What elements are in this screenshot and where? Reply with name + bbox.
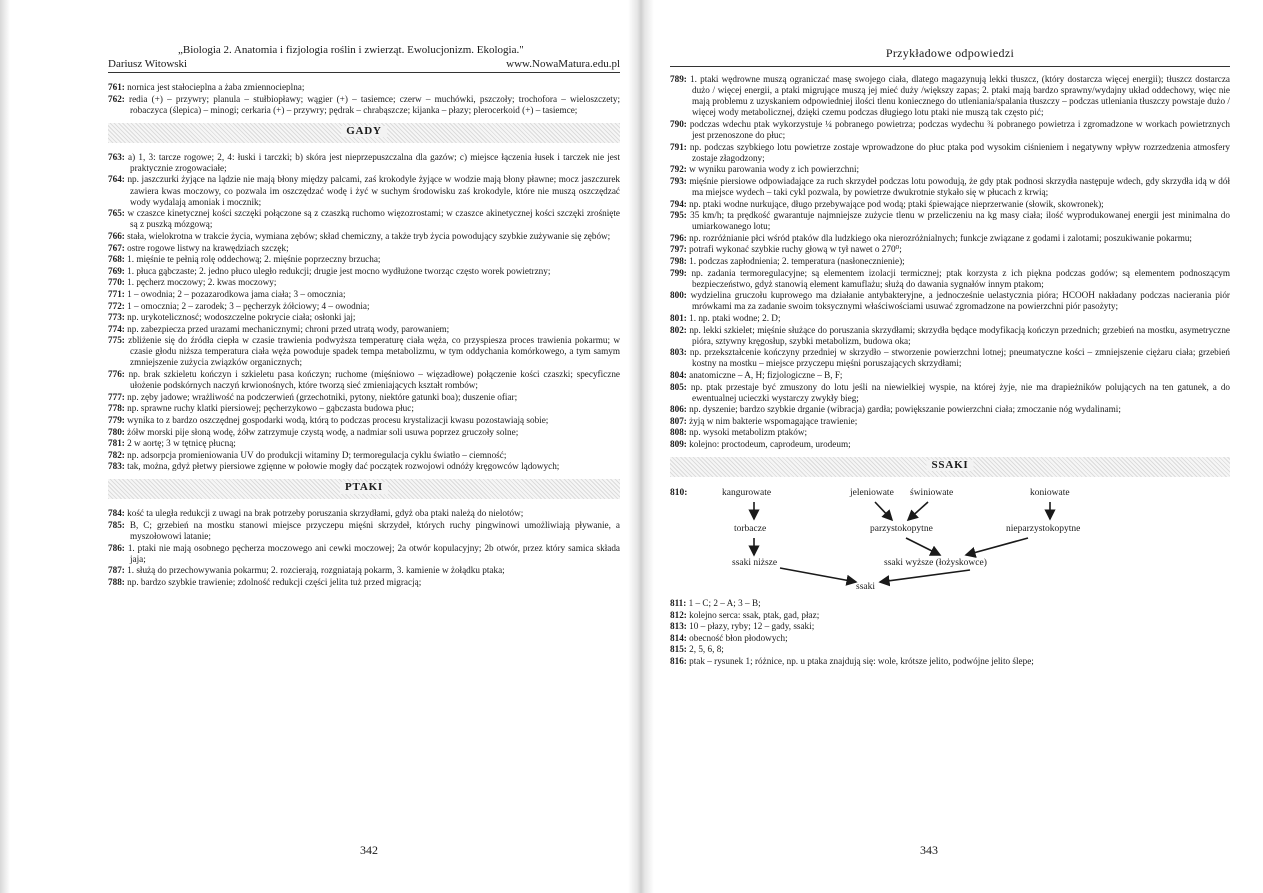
answer-number: 773:	[108, 312, 125, 323]
answer-number: 814:	[670, 632, 687, 643]
answer-number: 784:	[108, 508, 125, 519]
answer-number: 796:	[670, 232, 687, 243]
answer-entry	[108, 369, 620, 391]
book-binding-gutter	[628, 0, 654, 893]
answer-number: 774:	[108, 323, 125, 334]
answer-number: 799:	[670, 267, 687, 278]
answer-number: 810:	[670, 488, 688, 499]
section-heading-ssaki	[670, 457, 1230, 477]
answer-text: kolejno: proctodeum, caprodeum, urodeum;	[689, 439, 851, 449]
node-jeleniowate: jeleniowate	[850, 488, 894, 499]
diagram-arrows	[670, 486, 1230, 596]
answer-entry	[670, 633, 1230, 644]
answer-text: np. przekształcenie kończyny przedniej w skrzydło – stworzenie powierzchni lotnej; pneumatyczne kości – zmniejszenie ciężaru ciała; grzebień kostny na mostku – miejsce przyczepu mięśni poruszających skrzydłami;	[689, 347, 1231, 369]
answer-number: 765:	[108, 208, 125, 219]
answer-text: 2, 5, 6, 8;	[689, 644, 724, 655]
answer-number: 797:	[670, 244, 687, 255]
page-number: 343	[920, 843, 938, 857]
left-page-body	[108, 82, 620, 589]
node-kangurowate: kangurowate	[722, 488, 772, 499]
answer-text: np. urykotelicznosć; wodoszczelne pokrycie ciała; osłonki jaj;	[127, 312, 356, 323]
answer-text: żyją w nim bakterie wspomagające trawienie;	[689, 415, 858, 426]
answer-text: np. jaszczurki żyjące na lądzie nie mają błony między palcami, zaś krokodyle żyjące w wodzie mają błony pławne; mocz jaszczurek zawiera kwas moczowy, co pozwala im oszczędzać wodę i żyć w suchym środowisku zaś krokodyle, które nie muszą oszczędzać wody wydalają amoniak i mocznik;	[127, 174, 621, 207]
answer-text: stała, wielokrotna w trakcie życia, wymiana zębów; skład chemiczny, a także tryb życia powodujący szybkie zużywanie się zębów;	[127, 230, 611, 241]
answer-text: obecność błon płodowych;	[689, 632, 788, 643]
answer-entry	[108, 392, 620, 403]
answer-entry	[108, 403, 620, 414]
answer-number: 779:	[108, 414, 125, 425]
answer-number: 794:	[670, 198, 687, 209]
answer-text: np. dyszenie; bardzo szybkie drganie (wibracja) gardła; powiększanie powierzchni ciała; zmoczanie nóg wydalinami;	[689, 404, 1121, 415]
answer-number: 803:	[670, 347, 687, 358]
answer-entry	[670, 268, 1230, 290]
section-heading-gady	[108, 123, 620, 143]
answer-entry	[108, 520, 620, 542]
answer-number: 761:	[108, 82, 125, 92]
answer-number: 811:	[670, 598, 687, 609]
answer-number: 762:	[108, 93, 125, 104]
answer-text: wydzielina gruczołu kuprowego ma działanie antybakteryjne, a jednocześnie uelastycznia pióra; HCOOH nakładany podczas nacierania piór mrówkami ma za zadanie swoim toksycznymi właściwościami usuwać zgromadzone na powierzchni piór pasożyty;	[690, 290, 1230, 312]
answer-text: żółw morski pije słoną wodę, żółw zatrzymuje czystą wodę, a nadmiar soli usuwa poprzez gruczoły solne;	[127, 426, 519, 437]
answer-number: 764:	[108, 174, 125, 185]
node-torbacze: torbacze	[734, 524, 767, 535]
node-koniowate: koniowate	[1030, 488, 1070, 499]
answer-entry	[108, 450, 620, 461]
answer-entry	[670, 656, 1230, 667]
answer-text: 1. ptaki nie mają osobnego pęcherza moczowego ani cewki moczowej; 2a otwór kopulacyjny; 2b otwór, przez który samica składa jaja;	[127, 542, 621, 564]
answer-text: kość ta uległa redukcji z uwagi na brak potrzeby poruszania skrzydłami, gdyż oba ptaki należą do nielotów;	[127, 508, 524, 519]
answer-text: w wyniku parowania wody z ich powierzchni;	[689, 164, 860, 175]
answer-text: redia (+) – przywry; planula – stułbiopławy; wągier (+) – tasiemce; czerw – muchówki, pszczoły; trochofora – wieloszczety; robaczyca (ślepica) – minogi; cerkaria (+) – przywry; pędrak – chrabąszcze; kijanka – płazy; plerocerkoid (+) – tasiemce;	[129, 93, 621, 115]
answer-number: 809:	[670, 439, 687, 449]
book-title: „Biologia 2. Anatomia i fizjologia roślin i zwierząt. Ewolucjonizm. Ekologia."	[178, 44, 524, 56]
left-page-header	[108, 44, 620, 74]
answer-text: np. brak szkieletu kończyn i szkieletu pasa kończyn; ruchome (mięśniowo – więzadłowe) połączenie kości czaszki; specyficzne ułożenie podskórnych naczyń krwionośnych, które tworzą sieć zmieniających kształt rombów;	[128, 369, 620, 391]
answer-number: 801:	[670, 312, 687, 323]
answer-number: 782:	[108, 449, 125, 460]
node-ssaki: ssaki	[856, 582, 875, 593]
answer-number: 767:	[108, 242, 125, 253]
answer-text: 1. płuca gąbczaste; 2. jedno płuco uległo redukcji; drugie jest mocno wydłużone tworząc często worek powietrzny;	[127, 265, 551, 276]
answer-text: np. rozróżnianie płci wśród ptaków dla ludzkiego oka nierozróżnialnych; funkcje związane z godami i zalotami; poszukiwanie pokarmu;	[689, 232, 1192, 243]
answer-text: 35 km/h; ta prędkość gwarantuje najmniejsze zużycie tlenu w przeliczeniu na kg masy ciała; ilość wyprodukowanej energii jest minimalna do umiarkowanego lotu;	[690, 210, 1230, 232]
answer-entry	[670, 233, 1230, 244]
answer-text: podczas wdechu ptak wykorzystuje ¼ pobranego powietrza; podczas wydechu ¾ pobranego powietrza i zgromadzone w workach powietrznych jest przenoszone do płuc;	[689, 118, 1231, 140]
answer-entry	[108, 312, 620, 323]
answer-text: 1. np. ptaki wodne; 2. D;	[689, 312, 781, 323]
answer-entry	[670, 621, 1230, 632]
answer-entry	[670, 290, 1230, 312]
answer-text: kolejno serca: ssak, ptak, gad, płaz;	[689, 609, 820, 620]
answer-text: 1. mięśnie te pełnią rolę oddechową; 2. mięśnie poprzeczny brzucha;	[127, 254, 381, 265]
node-nieparzystokopytne: nieparzystokopytne	[1006, 524, 1081, 535]
answer-text: anatomiczne – A, H; fizjologiczne – B, F;	[689, 369, 843, 380]
author-name: Dariusz Witowski	[108, 58, 188, 70]
page-edge-shadow	[0, 0, 10, 893]
answer-number: 806:	[670, 404, 687, 415]
answer-text: 10 – płazy, ryby; 12 – gady, ssaki;	[689, 621, 815, 632]
answer-number: 800:	[670, 290, 687, 301]
answer-number: 792:	[670, 164, 687, 175]
answer-number: 812:	[670, 609, 687, 620]
running-title: Przykładowe odpowiedzi	[885, 46, 1015, 60]
answer-entry	[108, 438, 620, 449]
mammal-phylogeny-diagram	[670, 486, 1230, 596]
answer-number: 783:	[108, 461, 125, 472]
answer-entry	[670, 142, 1230, 164]
answers-group-top	[670, 74, 1230, 450]
answer-entry	[108, 231, 620, 242]
answer-text: 1 – owodnia; 2 – pozazarodkowa jama ciała; 3 – omocznia;	[127, 288, 346, 299]
header-rule	[670, 66, 1230, 67]
answer-text: np. sprawne ruchy klatki piersiowej; pęcherzykowo – gąbczasta budowa płuc;	[127, 403, 414, 414]
right-page-body	[670, 74, 1230, 668]
website-link: www.NowaMatura.edu.pl	[506, 58, 620, 70]
left-page	[108, 0, 620, 893]
arrow-ssaki-nizsze-ssaki	[780, 568, 856, 582]
answer-entry	[108, 152, 620, 174]
answer-entry	[108, 543, 620, 565]
section-heading-ptaki	[108, 479, 620, 499]
answers-group-bottom	[670, 598, 1230, 667]
answer-text: B, C; grzebień na mostku stanowi miejsce przyczepu mięśni skrzydeł, których ruchy pingwinowi umożliwiają pływanie, a myszołowowi latanie;	[129, 520, 620, 542]
answer-text: ptak – rysunek 1; różnice, np. u ptaka znajdują się: wole, krótsze jelito, podwójne jelito ślepe;	[689, 656, 1034, 667]
node-ssaki-nizsze: ssaki niższe	[732, 558, 778, 569]
answer-number: 768:	[108, 254, 125, 265]
answer-text: np. zadania termoregulacyjne; są elementem izolacji termicznej; ptak korzysta z ich piękna podczas godów; są elementem podnoszącym bezpieczeństwo, gdyż stanowią element kamuflażu; służą do dawania sygnałów innym ptakom;	[691, 267, 1231, 289]
answer-number: 802:	[670, 324, 687, 335]
answer-text: 1. pęcherz moczowy; 2. kwas moczowy;	[127, 277, 277, 288]
answer-entry	[108, 324, 620, 335]
answer-number: 776:	[108, 369, 125, 380]
answer-text: np. adsorpcja promieniowania UV do produkcji witaminy D; termoregulacja cyklu światło – ciemność;	[127, 449, 507, 460]
answer-number: 798:	[670, 256, 687, 266]
answer-number: 786:	[108, 542, 125, 553]
answer-entry	[670, 382, 1230, 404]
answer-entry	[670, 370, 1230, 381]
answer-number: 787:	[108, 565, 125, 576]
arrow-nieparzysto-ssaki-wyzsze	[966, 538, 1028, 555]
answer-text: 1. podczas zapłodnienia; 2. temperatura (nasłonecznienie);	[689, 256, 905, 266]
answer-number: 815:	[670, 644, 687, 655]
answer-text: np. podczas szybkiego lotu powietrze zostaje wprowadzone do płuc ptaka pod wysokim ciśnieniem i negatywny wpływ rozrzedzenia atmosfery zostaje złagodzony;	[689, 141, 1230, 163]
answer-entry	[670, 404, 1230, 415]
answer-text: 1 – C; 2 – A; 3 – B;	[688, 598, 761, 609]
answer-number: 795:	[670, 210, 687, 221]
header-rule	[108, 72, 620, 73]
answer-text: wynika to z bardzo oszczędnej gospodarki wodą, którą to podczas procesu krystalizacji kwasu pozostawiają sobie;	[127, 414, 549, 425]
answer-text: zbliżenie się do źródła ciepła w czasie trawienia podwyższa temperaturę ciała węża, co przyspiesza proces trawienia pokarmu; w czasie głodu niższa temperatura ciała węża powoduje spadek tempa metabolizmu, w tym oddychania komórkowego, a tym samym zmniejszenie zużycia związków organicznych;	[128, 335, 621, 368]
answer-entry	[670, 325, 1230, 347]
answer-number: 808:	[670, 427, 687, 438]
answer-number: 807:	[670, 415, 687, 426]
answer-entry	[670, 119, 1230, 141]
arrow-jeleniowate-parzystokopytne	[875, 502, 892, 520]
answer-entry	[670, 610, 1230, 621]
answer-number: 769:	[108, 265, 125, 276]
answer-entry	[108, 508, 620, 519]
answer-entry	[670, 313, 1230, 324]
answer-entry	[108, 427, 620, 438]
right-page	[670, 0, 1230, 893]
answer-entry	[670, 244, 1230, 255]
answer-entry	[670, 164, 1230, 175]
answer-text: 1. ptaki wędrowne muszą ograniczać masę swojego ciała, dlatego magazynują lekki tłuszcz, (który dostarcza więcej energii); tłuszcz dostarcza dużo / więcej energii, a ptaki migrujące muszą jej mieć duży /większy zapas; 2. ptaki mają bardzo sprawny/wydajny układ oddechowy, więc nie mają problemu z uzyskaniem odpowiedniej ilości tlenu koniecznego do utleniania/spalania tłuszczy – podczas utleniania tłuszczy powstaje dużo / więcej wody metabolicznej, dzięki czemu podczas długiego lotu ptaki nie muszą tak często pić;	[690, 74, 1230, 118]
answer-text: np. bardzo szybkie trawienie; zdolność redukcji części jelita tuż przed migracją;	[127, 576, 422, 587]
answer-number: 780:	[108, 426, 125, 437]
answer-entry	[108, 208, 620, 230]
answer-entry	[670, 598, 1230, 609]
answer-number: 790:	[670, 118, 687, 129]
answer-text: 2 w aortę; 3 w tętnicę płucną;	[127, 438, 236, 449]
answer-number: 816:	[670, 656, 687, 667]
answer-text: tak, można, gdyż płetwy piersiowe zgięnne w połowie mogły dać początek rozwojowi odnóży kręgowców lądowych;	[127, 461, 560, 472]
answer-entry	[670, 210, 1230, 232]
answer-entry	[108, 266, 620, 277]
answer-text: 1. służą do przechowywania pokarmu; 2. rozcierają, rozgniatają pokarm, 3. kamienie w żołądku ptaka;	[127, 565, 505, 576]
answer-text: mięśnie piersiowe odpowiadające za ruch skrzydeł podczas lotu powodują, że gdy ptak podnosi skrzydła następuje wdech, gdy skrzydła idą w dół ma miejsce wydech – taki cykl pozwala, by powietrze dwukrotnie stykało się w płucach z krwią;	[689, 175, 1230, 197]
answer-entry	[670, 416, 1230, 427]
answer-number: 785:	[108, 520, 125, 530]
section-title: PTAKI	[340, 482, 388, 493]
answer-entry	[670, 199, 1230, 210]
answer-entry	[108, 94, 620, 116]
answer-text: potrafi wykonać szybkie ruchy głową w tył nawet o 270⁰;	[689, 244, 902, 255]
answer-text: 1 – omocznia; 2 – zarodek; 3 – pęcherzyk żółciowy; 4 – owodnia;	[127, 300, 370, 311]
answer-entry	[108, 254, 620, 265]
answer-text: np. ptak przestaje być zmuszony do lotu jeśli na niewielkiej wyspie, na której żyje, nie ma drapieżników polujących na ten gatunek, a do ewentualnej ucieczki wystarczy zwykły bieg;	[690, 381, 1231, 403]
arrow-swiniowate-parzystokopytne	[908, 502, 928, 520]
answers-group-ptaki	[108, 508, 620, 588]
answer-entry	[670, 427, 1230, 438]
answer-number: 805:	[670, 381, 687, 392]
answer-number: 791:	[670, 141, 687, 152]
answer-entry	[108, 565, 620, 576]
answer-entry	[670, 347, 1230, 369]
answer-number: 771:	[108, 288, 125, 299]
answer-number: 788:	[108, 576, 125, 587]
answer-entry	[108, 174, 620, 207]
node-swiniowate: świniowate	[910, 488, 954, 499]
answer-number: 775:	[108, 335, 125, 346]
answer-entry	[108, 335, 620, 368]
answer-entry	[670, 644, 1230, 655]
answer-number: 770:	[108, 277, 125, 288]
answer-number: 813:	[670, 621, 687, 632]
answer-number: 789:	[670, 74, 687, 84]
answer-text: np. wysoki metabolizm ptaków;	[689, 427, 808, 438]
answer-number: 772:	[108, 300, 125, 311]
answer-entry	[670, 439, 1230, 450]
answer-entry	[108, 461, 620, 472]
answer-entry	[108, 277, 620, 288]
answer-text: np. lekki szkielet; mięśnie służące do poruszania skrzydłami; skrzydła będące modyfikacją kończyn przednich; grzebień na mostku, asymetryczne pióra, sztywny kręgosłup, szybki metabolizm, budowa oka;	[689, 324, 1230, 346]
answers-group-top	[108, 82, 620, 116]
answer-number: 777:	[108, 391, 125, 402]
answer-text: np. zabezpiecza przed urazami mechanicznymi; chroni przed utratą wody, parowaniem;	[127, 323, 450, 334]
answer-entry	[108, 415, 620, 426]
right-page-header	[670, 44, 1230, 74]
answer-text: w czaszce kinetycznej kości szczęki połączone są z czaszką ruchomo więzozrostami; w czaszce akinetycznej kości szczęki zrośnięte są z puszką mózgową;	[127, 208, 621, 230]
page-number: 342	[360, 843, 378, 857]
answer-entry	[108, 243, 620, 254]
node-ssaki-wyzsze: ssaki wyższe (łożyskowce)	[884, 558, 987, 569]
answer-text: nornica jest stałocieplna a żaba zmiennocieplna;	[127, 82, 305, 92]
answer-entry	[670, 256, 1230, 267]
answer-text: a) 1, 3: tarcze rogowe; 2, 4: łuski i tarczki; b) skóra jest nieprzepuszczalna dla gazów; c) miejsce łączenia łusek i tarczek nie jest praktycznie zrogowaciałe;	[128, 151, 620, 173]
answer-entry	[670, 74, 1230, 118]
answer-entry	[108, 82, 620, 93]
section-title: SSAKI	[926, 460, 973, 471]
answers-group-gady	[108, 152, 620, 473]
answer-entry	[108, 289, 620, 300]
arrow-ssaki-wyzsze-ssaki	[880, 570, 970, 582]
answer-number: 766:	[108, 230, 125, 241]
answer-text: ostre rogowe listwy na krawędziach szczęk;	[127, 242, 289, 253]
answer-entry	[108, 301, 620, 312]
answer-number: 763:	[108, 151, 125, 162]
answer-text: np. zęby jadowe; wrażliwość na podczerwień (grzechotniki, pytony, niektóre gatunki boa); duszenie ofiar;	[127, 391, 518, 402]
answer-number: 804:	[670, 369, 687, 380]
node-parzystokopytne: parzystokopytne	[870, 524, 933, 535]
answer-text: np. ptaki wodne nurkujące, długo przebywające pod wodą; ptaki śpiewające nieprzerwanie (słowik, skowronek);	[689, 198, 1104, 209]
answer-entry	[670, 176, 1230, 198]
answer-number: 781:	[108, 438, 125, 449]
answer-entry	[108, 577, 620, 588]
answer-number: 778:	[108, 403, 125, 414]
section-title: GADY	[341, 126, 387, 137]
arrow-parzysto-ssaki-wyzsze	[906, 538, 940, 555]
answer-number: 793:	[670, 175, 687, 186]
